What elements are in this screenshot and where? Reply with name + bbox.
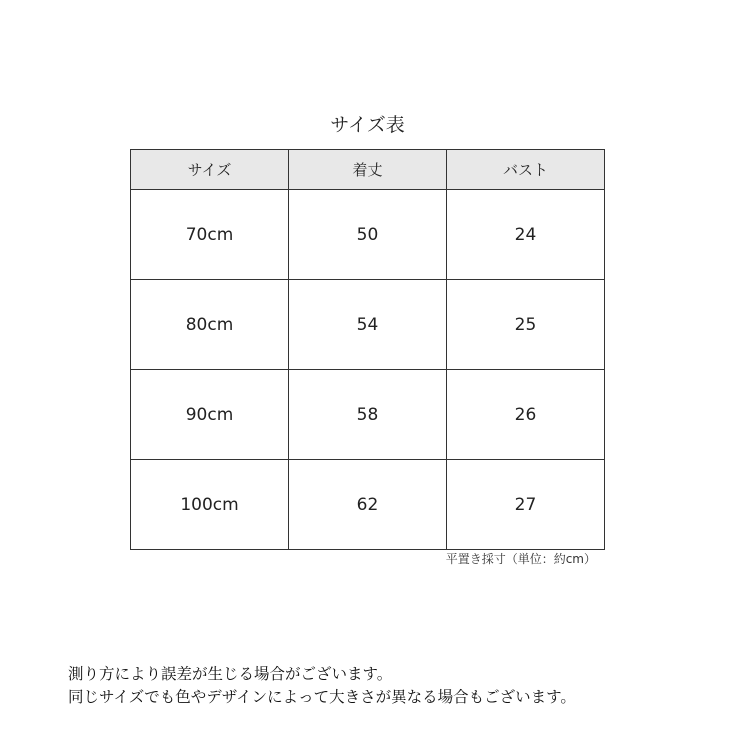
table-header [131, 150, 605, 190]
header-size: サイズ [131, 150, 289, 190]
header-row [131, 150, 605, 190]
disclaimer [68, 663, 728, 709]
table-row [131, 370, 605, 460]
cell-length: 58 [289, 370, 447, 460]
cell-bust: 27 [447, 460, 605, 550]
header-bust: バスト [447, 150, 605, 190]
size-table [130, 149, 605, 550]
table-body [131, 190, 605, 550]
cell-bust: 26 [447, 370, 605, 460]
table-row [131, 280, 605, 370]
disclaimer-line: 同じサイズでも色やデザインによって大きさが異なる場合もございます。 [68, 688, 576, 706]
cell-size: 80cm [131, 280, 289, 370]
table-row [131, 460, 605, 550]
disclaimer-line: 測り方により誤差が生じる場合がございます。 [68, 665, 393, 683]
cell-length: 50 [289, 190, 447, 280]
cell-bust: 25 [447, 280, 605, 370]
cell-size: 70cm [131, 190, 289, 280]
cell-length: 54 [289, 280, 447, 370]
cell-size: 90cm [131, 370, 289, 460]
cell-length: 62 [289, 460, 447, 550]
header-length: 着丈 [289, 150, 447, 190]
measurement-note: 平置き採寸（単位：約cm） [445, 552, 596, 566]
cell-size: 100cm [131, 460, 289, 550]
table-title: サイズ表 [330, 114, 405, 136]
table-row [131, 190, 605, 280]
cell-bust: 24 [447, 190, 605, 280]
